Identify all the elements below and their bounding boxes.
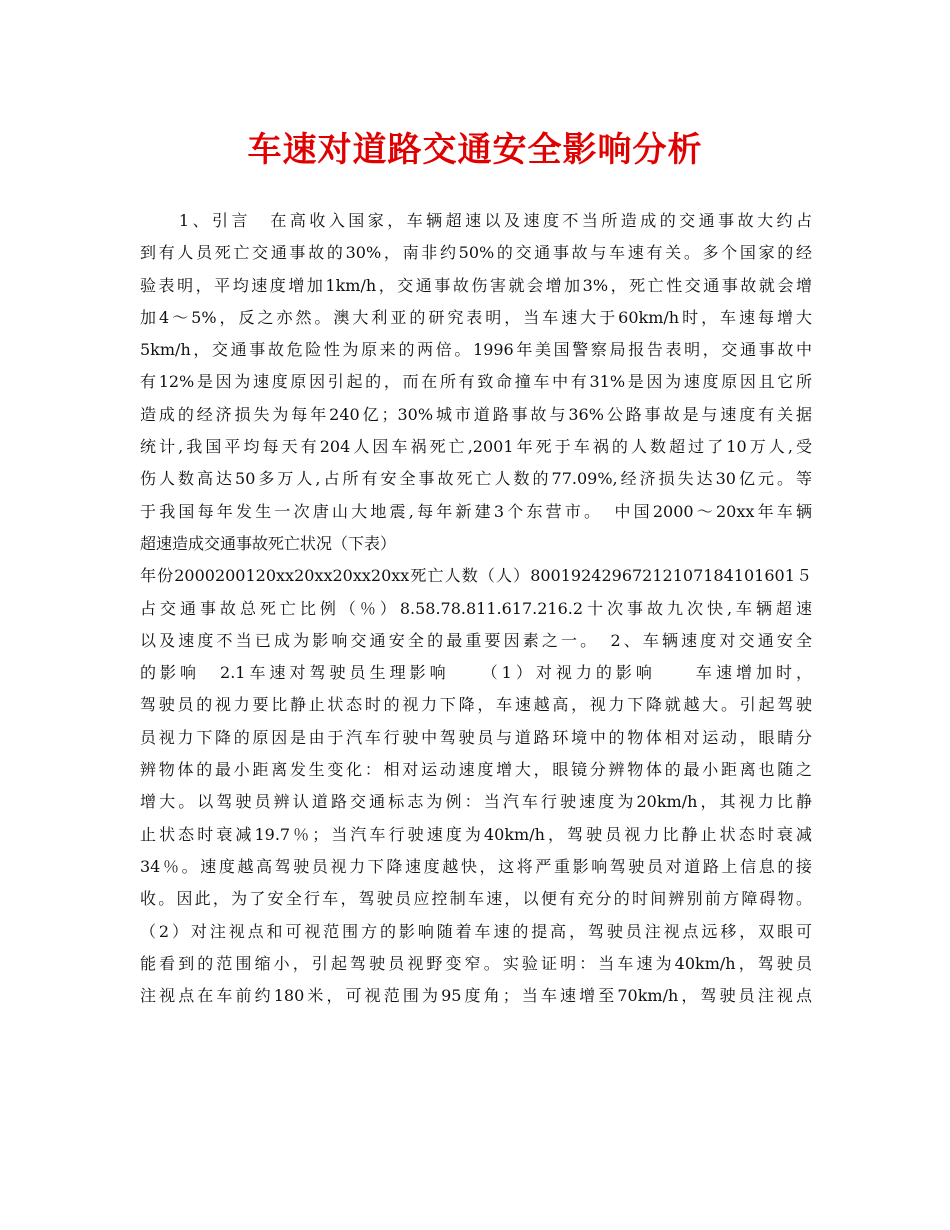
body-line: （2）对注视点和可视范围方的影响随着车速的提高，驾驶员注视点远移，双眼可	[140, 921, 812, 941]
document-body	[140, 205, 812, 1012]
document-title: 车速对道路交通安全影响分析	[247, 130, 703, 170]
body-line: 伤人数高达50多万人,占所有安全事故死亡人数的77.09%,经济损失达30亿元。等	[140, 469, 812, 489]
body-line: 加4～5%，反之亦然。澳大利亚的研究表明，当车速大于60km/h时，车速每增大	[140, 307, 812, 327]
body-line: 验表明，平均速度增加1km/h，交通事故伤害就会增加3%，死亡性交通事故就会增	[140, 275, 812, 295]
body-line: 辨物体的最小距离发生变化：相对运动速度增大，眼镜分辨物体的最小距离也随之	[140, 760, 812, 780]
body-line: 34％。速度越高驾驶员视力下降速度越快，这将严重影响驾驶员对道路上信息的接	[140, 856, 812, 876]
body-line: 造成的经济损失为每年240亿；30%城市道路事故与36%公路事故是与速度有关据	[140, 404, 812, 424]
body-line: 收。因此，为了安全行车，驾驶员应控制车速，以便有充分的时间辨别前方障碍物。	[140, 889, 812, 909]
body-line: 注视点在车前约180米，可视范围为95度角；当车速增至70km/h，驾驶员注视点	[140, 986, 812, 1006]
body-line: 超速造成交通事故死亡状况（下表）	[140, 533, 397, 553]
body-line: 以及速度不当已成为影响交通安全的最重要因素之一。 2、车辆速度对交通安全	[140, 630, 812, 650]
body-line: 增大。以驾驶员辨认道路交通标志为例：当汽车行驶速度为20km/h，其视力比静	[140, 792, 812, 812]
body-line: 的影响 2.1车速对驾驶员生理影响 （1）对视力的影响 车速增加时，	[140, 663, 812, 683]
body-line: 止状态时衰减19.7％；当汽车行驶速度为40km/h，驾驶员视力比静止状态时衰减	[140, 824, 812, 844]
body-line: 于我国每年发生一次唐山大地震,每年新建3个东营市。 中国2000～20xx年车辆	[140, 501, 812, 521]
body-line: 员视力下降的原因是由于汽车行驶中驾驶员与道路环境中的物体相对运动，眼睛分	[140, 727, 812, 747]
body-line: 年份2000200120xx20xx20xx20xx死亡人数（人）80019242967212107184101601５	[140, 566, 812, 586]
body-line: 驾驶员的视力要比静止状态时的视力下降，车速越高，视力下降就越大。引起驾驶	[140, 695, 812, 715]
body-line: 统计,我国平均每天有204人因车祸死亡,2001年死于车祸的人数超过了10万人,受	[140, 437, 812, 457]
body-line: 1、引言 在高收入国家，车辆超速以及速度不当所造成的交通事故大约占	[140, 211, 812, 230]
body-line: 5km/h，交通事故危险性为原来的两倍。1996年美国警察局报告表明，交通事故中	[140, 340, 812, 360]
body-line: 到有人员死亡交通事故的30%，南非约50%的交通事故与车速有关。多个国家的经	[140, 243, 812, 263]
body-line: 有12%是因为速度原因引起的，而在所有致命撞车中有31%是因为速度原因且它所	[140, 372, 812, 392]
body-line: 能看到的范围缩小，引起驾驶员视野变窄。实验证明：当车速为40km/h，驾驶员	[140, 953, 812, 973]
body-line: 占交通事故总死亡比例（％）8.58.78.811.617.216.2十次事故九次快,车辆超速	[140, 598, 812, 618]
